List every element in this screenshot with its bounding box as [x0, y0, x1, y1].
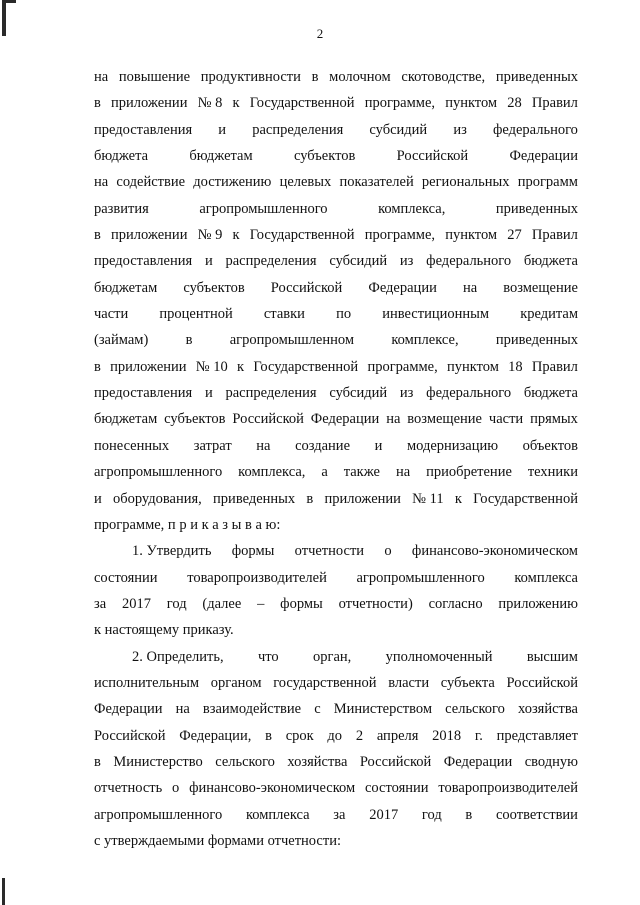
word: продуктивности: [200, 69, 301, 85]
text-line: [94, 248, 578, 274]
word: отчетность: [94, 780, 163, 797]
word: комплекса: [514, 569, 578, 586]
word: приложении: [110, 358, 187, 375]
word: Государственной: [249, 227, 355, 244]
word: Федерации: [368, 279, 437, 296]
word: № 9: [197, 227, 223, 244]
word: субъекта: [440, 674, 495, 691]
word: комплекса: [245, 806, 310, 823]
word: формы: [231, 543, 275, 560]
word: возмещение: [407, 411, 482, 428]
word: в: [94, 358, 101, 375]
word: субсидий: [329, 385, 388, 402]
word: сельского: [445, 701, 505, 718]
word: Федерации: [94, 701, 163, 718]
word: бюджета: [523, 385, 578, 402]
word: взаимодействие: [202, 701, 302, 718]
word: 18: [508, 358, 523, 375]
word: –: [257, 595, 265, 612]
word: отчетности: [294, 543, 365, 560]
word: товаропроизводителей: [438, 780, 578, 797]
word: программ: [517, 174, 578, 191]
word: по: [336, 306, 352, 323]
word: предоставления: [94, 253, 193, 270]
word: год: [421, 806, 442, 823]
word: о: [172, 780, 180, 797]
word: на: [256, 437, 271, 454]
word: к: [237, 358, 245, 375]
word: распределения: [252, 121, 344, 138]
word: комплекса,: [238, 464, 306, 481]
word: № 8: [197, 95, 223, 112]
text-line: [94, 486, 578, 512]
word: комплексе,: [391, 332, 459, 349]
word: приложении: [111, 227, 188, 244]
word: бюджетам: [189, 148, 253, 165]
word: до: [327, 727, 343, 744]
word: достижению: [193, 174, 272, 191]
word: субъектов: [164, 411, 226, 428]
text-line: [94, 90, 578, 116]
word: также: [343, 464, 380, 481]
word: Российской: [396, 148, 469, 165]
word: о: [384, 543, 392, 560]
word: 2: [355, 727, 364, 744]
word: представляет: [496, 727, 578, 744]
word: агропромышленного: [94, 464, 223, 481]
word: на: [94, 69, 109, 85]
word: приведенных: [495, 332, 578, 349]
text-line: [94, 802, 578, 828]
word: из: [453, 121, 467, 138]
word: Федерации: [509, 148, 578, 165]
word: скотоводстве,: [401, 69, 486, 85]
text-line: [94, 143, 578, 169]
word: на: [94, 174, 109, 191]
word: год: [166, 595, 187, 612]
word: сельского: [215, 753, 275, 770]
word: Правил: [531, 358, 578, 375]
word: (займам): [94, 332, 149, 349]
scan-edge-mark-bottom: [2, 878, 5, 905]
word: пунктом: [447, 358, 499, 375]
word: приложению: [498, 595, 578, 612]
word: 2017: [121, 595, 151, 612]
word: комплекса,: [378, 200, 446, 217]
word: субсидий: [369, 121, 428, 138]
word: орган,: [313, 648, 352, 665]
word: кредитам: [520, 306, 578, 323]
word: приложении: [324, 490, 401, 507]
word: распределения: [225, 385, 317, 402]
word: 2017: [369, 806, 399, 823]
word: региональных: [421, 174, 510, 191]
text-line: [94, 670, 578, 696]
word: Государственной: [253, 358, 359, 375]
text-line: [94, 591, 578, 617]
word: федерального: [426, 385, 512, 402]
word: агропромышленном: [229, 332, 355, 349]
word: создание: [295, 437, 350, 454]
word: на: [175, 701, 190, 718]
word: субъектов: [293, 148, 356, 165]
word: показателей: [339, 174, 414, 191]
word: в: [306, 490, 314, 507]
word: хозяйства: [287, 753, 348, 770]
word: бюджетам: [94, 411, 158, 428]
word: соответствии: [496, 806, 578, 823]
word: сводную: [524, 753, 578, 770]
word: содействие: [116, 174, 186, 191]
word: Государственной: [473, 490, 578, 507]
word: власти: [388, 674, 430, 691]
word: агропромышленного: [356, 569, 485, 586]
word: пунктом: [445, 95, 498, 112]
word: приведенных: [213, 490, 296, 507]
word: Министерством: [333, 701, 433, 718]
text-line: к настоящему приказу.: [94, 622, 234, 639]
word: прямых: [530, 411, 578, 428]
text-line: [94, 169, 578, 195]
word: состоянии: [94, 569, 158, 586]
word: распределения: [225, 253, 317, 270]
word: а: [321, 464, 328, 481]
word: с: [314, 701, 321, 718]
word: затрат: [193, 437, 232, 454]
word: понесенных: [94, 437, 170, 454]
text-line: [94, 117, 578, 143]
word: федерального: [492, 121, 578, 138]
word: программе,: [367, 358, 438, 375]
word: приведенных: [495, 69, 578, 85]
word: Правил: [531, 95, 578, 112]
word: Федерации,: [179, 727, 252, 744]
word: в: [94, 753, 101, 770]
word: 2. Определить,: [132, 648, 224, 665]
word: в: [185, 332, 193, 349]
word: органом: [210, 674, 262, 691]
word: в: [265, 727, 272, 744]
text-line: [94, 222, 578, 248]
word: к: [232, 95, 240, 112]
text-line: [94, 196, 578, 222]
word: в: [311, 69, 319, 85]
word: процентной: [159, 306, 233, 323]
word: что: [257, 648, 279, 665]
text-line: с утверждаемыми формами отчетности:: [94, 832, 341, 849]
text-line: [94, 696, 578, 722]
text-line: [94, 433, 578, 459]
word: Федерации: [443, 753, 513, 770]
word: предоставления: [94, 385, 193, 402]
word: развития: [94, 200, 149, 217]
word: Федерации: [310, 411, 380, 428]
word: предоставления: [94, 121, 193, 138]
word: Государственной: [249, 95, 355, 112]
word: и: [374, 437, 383, 454]
word: целевых: [279, 174, 332, 191]
word: 28: [507, 95, 522, 112]
word: из: [399, 253, 414, 270]
word: программе,: [364, 95, 436, 112]
word: Российской: [359, 753, 432, 770]
word: пунктом: [445, 227, 498, 244]
word: состоянии: [364, 780, 429, 797]
word: Правил: [531, 227, 578, 244]
word: к: [232, 227, 240, 244]
document-body: [94, 64, 578, 854]
word: к: [454, 490, 462, 507]
word: № 11: [412, 490, 444, 507]
word: финансово-экономическом: [189, 780, 356, 797]
word: согласно: [428, 595, 483, 612]
word: Российской: [94, 727, 166, 744]
word: модернизацию: [406, 437, 499, 454]
text-line: [94, 275, 578, 301]
word: 27: [507, 227, 522, 244]
word: и: [204, 385, 213, 402]
word: 1. Утвердить: [132, 543, 212, 560]
text-line: [94, 644, 578, 670]
word: товаропроизводителей: [187, 569, 327, 586]
word: и: [94, 490, 102, 507]
word: г.: [474, 727, 483, 744]
word: агропромышленного: [94, 806, 223, 823]
word: 2018: [432, 727, 462, 744]
word: приведенных: [495, 200, 578, 217]
word: субъектов: [183, 279, 245, 296]
text-line: [94, 327, 578, 353]
text-line: программе, п р и к а з ы в а ю:: [94, 516, 281, 533]
word: повышение: [118, 69, 191, 85]
text-line: [94, 723, 578, 749]
word: бюджета: [523, 253, 578, 270]
word: уполномоченный: [385, 648, 493, 665]
word: исполнительным: [94, 674, 200, 691]
text-line: [94, 565, 578, 591]
word: Российской: [270, 279, 343, 296]
word: ставки: [263, 306, 305, 323]
word: в: [94, 95, 101, 112]
text-line: [94, 775, 578, 801]
page-number: 2: [316, 26, 324, 41]
word: срок: [285, 727, 314, 744]
text-line: [94, 380, 578, 406]
word: техники: [527, 464, 578, 481]
word: отчетности): [338, 595, 413, 612]
word: в: [94, 227, 101, 244]
word: программе,: [364, 227, 436, 244]
word: № 10: [195, 358, 228, 375]
word: на: [386, 411, 401, 428]
word: высшим: [526, 648, 578, 665]
word: агропромышленного: [199, 200, 328, 217]
word: Российской: [232, 411, 304, 428]
word: (далее: [202, 595, 242, 612]
text-line: [94, 301, 578, 327]
word: в: [465, 806, 473, 823]
word: из: [399, 385, 414, 402]
word: хозяйства: [518, 701, 578, 718]
word: объектов: [522, 437, 578, 454]
word: Российской: [506, 674, 578, 691]
text-line: [94, 749, 578, 775]
word: за: [94, 595, 107, 612]
word: инвестиционным: [382, 306, 490, 323]
word: приложении: [111, 95, 188, 112]
word: финансово-экономическом: [411, 543, 578, 560]
word: молочном: [329, 69, 391, 85]
word: апреля: [376, 727, 419, 744]
word: субсидий: [329, 253, 388, 270]
text-line: [94, 354, 578, 380]
word: на: [395, 464, 411, 481]
word: бюджетам: [94, 279, 158, 296]
text-line: [94, 538, 578, 564]
word: федерального: [426, 253, 512, 270]
text-line: [94, 64, 578, 90]
word: возмещение: [503, 279, 578, 296]
text-line: [94, 406, 578, 432]
word: части: [94, 306, 129, 323]
word: и: [218, 121, 227, 138]
word: на: [462, 279, 478, 296]
word: формы: [280, 595, 323, 612]
word: бюджета: [94, 148, 149, 165]
word: Министерство: [113, 753, 203, 770]
word: и: [204, 253, 213, 270]
word: части: [488, 411, 524, 428]
text-line: [94, 459, 578, 485]
word: приобретение: [426, 464, 512, 481]
word: за: [333, 806, 346, 823]
word: оборудования,: [113, 490, 202, 507]
word: государственной: [273, 674, 377, 691]
